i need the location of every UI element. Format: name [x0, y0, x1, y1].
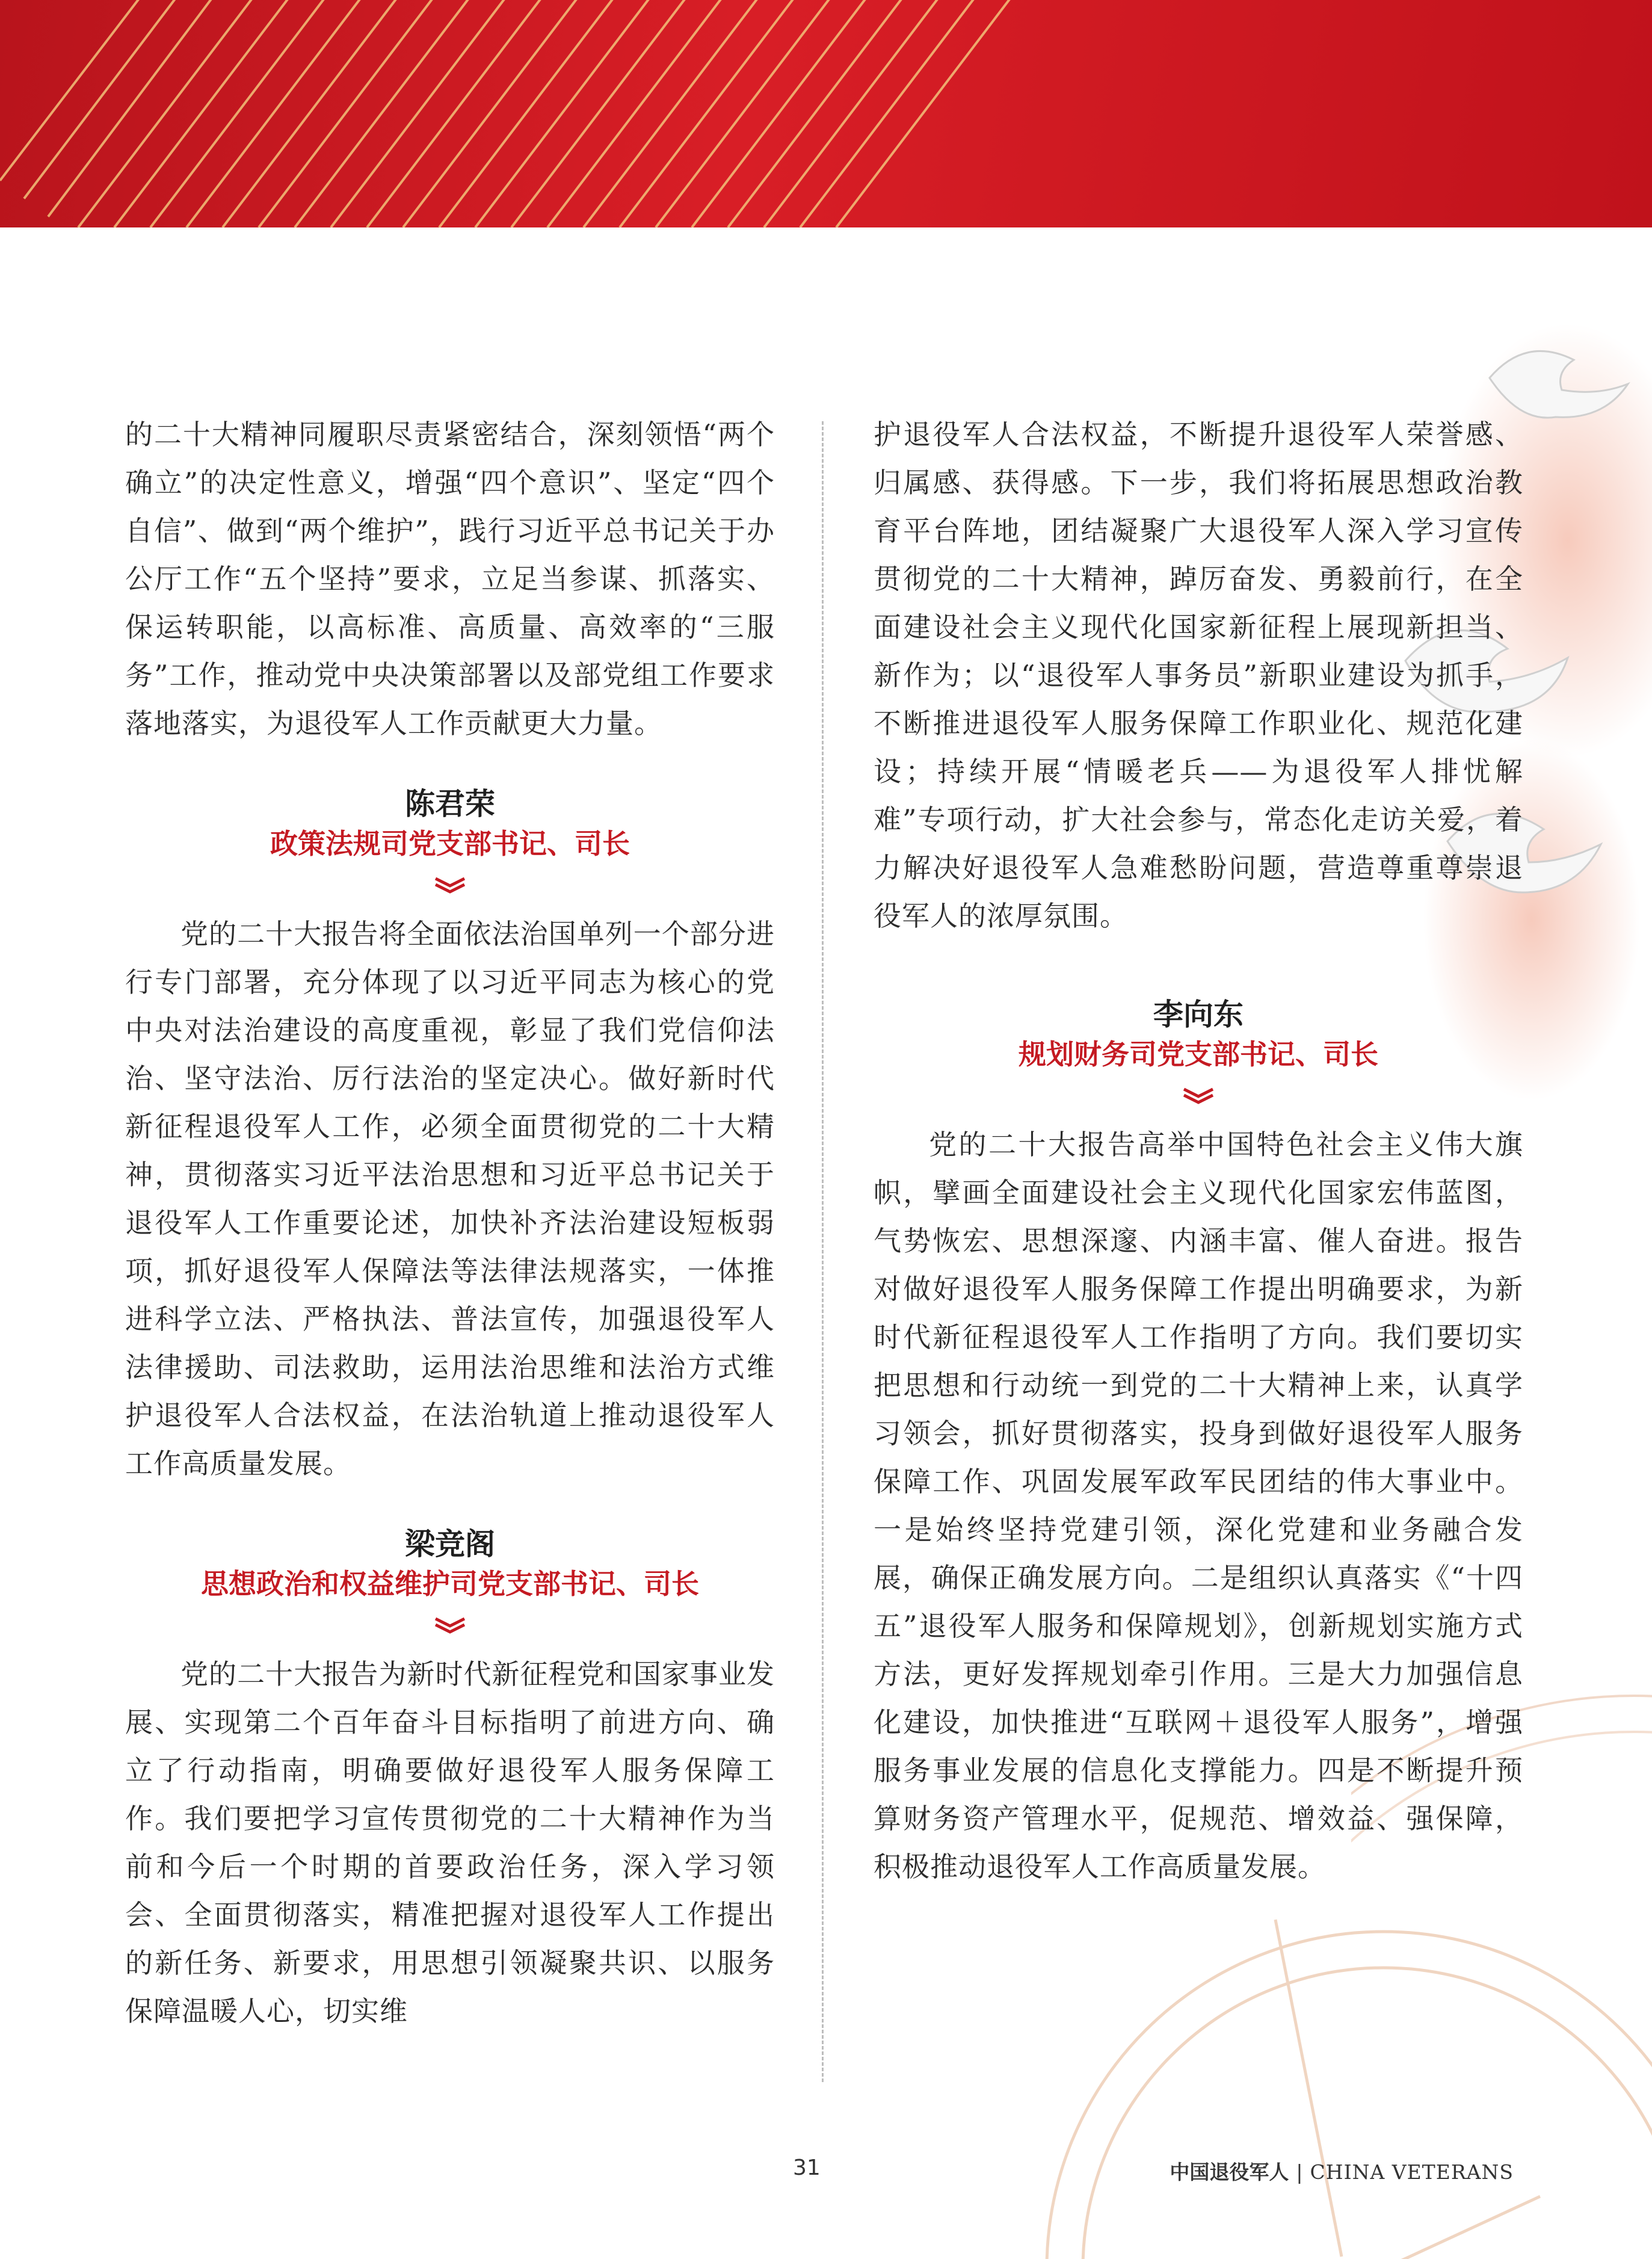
section-header-1 [125, 783, 775, 894]
section-header-3 [874, 994, 1523, 1105]
continued-paragraph: 的二十大精神同履职尽责紧密结合，深刻领悟“两个确立”的决定性意义，增强“四个意识”、坚定“四个自信”、做到“两个维护”，践行习近平总书记关于办公厅工作“五个坚持”要求，立足当参谋、抓落实、保运转职能，以高标准、高质量、高效率的“三服务”工作，推动党中央决策部署以及部党组工作要求落地落实，为退役军人工作贡献更大力量。 [125, 418, 775, 740]
banner-stripes [0, 0, 1652, 227]
page-footer [0, 2155, 1652, 2192]
section-paragraph: 党的二十大报告为新时代新征程党和国家事业发展、实现第二个百年奋斗目标指明了前进方向、确立了行动指南，明确要做好退役军人服务保障工作。我们要把学习宣传贯彻党的二十大精神作为当前和今后一个时期的首要政治任务，深入学习领会、全面贯彻落实，精准把握对退役军人工作提出的新任务、新要求，用思想引领凝聚共识、以服务保障温暖人心，切实维 [125, 1658, 775, 2027]
header-banner [0, 0, 1652, 227]
section-header-2 [125, 1524, 775, 1634]
right-column [874, 410, 1523, 1891]
magazine-name-cn: 中国退役军人 [1170, 2160, 1289, 2184]
magazine-name [1170, 2157, 1514, 2185]
chevron-down-icon [433, 1616, 467, 1634]
author-name: 梁竞阁 [405, 1527, 495, 1562]
author-title: 规划财务司党支部书记、司长 [1019, 1038, 1378, 1071]
column-divider [822, 421, 824, 2082]
left-column [125, 410, 775, 2035]
continued-paragraph: 护退役军人合法权益，不断提升退役军人荣誉感、归属感、获得感。下一步，我们将拓展思想政治教育平台阵地，团结凝聚广大退役军人深入学习宣传贯彻党的二十大精神，踔厉奋发、勇毅前行，在全面建设社会主义现代化国家新征程上展现新担当、新作为；以“退役军人事务员”新职业建设为抓手，不断推进退役军人服务保障工作职业化、规范化建设；持续开展“情暖老兵——为退役军人排忧解难”专项行动，扩大社会参与，常态化走访关爱，着力解决好退役军人急难愁盼问题，营造尊重尊崇退役军人的浓厚氛围。 [874, 418, 1523, 932]
magazine-name-en: CHINA VETERANS [1310, 2160, 1514, 2184]
chevron-down-icon [433, 876, 467, 894]
page-number: 31 [793, 2155, 821, 2180]
author-name: 陈君荣 [405, 786, 495, 821]
author-name: 李向东 [1153, 997, 1244, 1032]
section-paragraph: 党的二十大报告高举中国特色社会主义伟大旗帜，擘画全面建设社会主义现代化国家宏伟蓝图，气势恢宏、思想深邃、内涵丰富、催人奋进。报告对做好退役军人服务保障工作提出明确要求，为新时代新征程退役军人工作指明了方向。我们要切实把思想和行动统一到党的二十大精神上来，认真学习领会，抓好贯彻落实，投身到做好退役军人服务保障工作、巩固发展军政军民团结的伟大事业中。一是始终坚持党建引领，深化党建和业务融合发展，确保正确发展方向。二是组织认真落实《“十四五”退役军人服务和保障规划》，创新规划实施方式方法，更好发挥规划牵引作用。三是大力加强信息化建设，加快推进“互联网＋退役军人服务”，增强服务事业发展的信息化支撑能力。四是不断提升预算财务资产管理水平，促规范、增效益、强保障，积极推动退役军人工作高质量发展。 [874, 1128, 1523, 1883]
section-paragraph: 党的二十大报告将全面依法治国单列一个部分进行专门部署，充分体现了以习近平同志为核心的党中央对法治建设的高度重视，彰显了我们党信仰法治、坚守法治、厉行法治的坚定决心。做好新时代新征程退役军人工作，必须全面贯彻党的二十大精神，贯彻落实习近平法治思想和习近平总书记关于退役军人工作重要论述，加快补齐法治建设短板弱项，抓好退役军人保障法等法律法规落实，一体推进科学立法、严格执法、普法宣传，加强退役军人法律援助、司法救助，运用法治思维和法治方式维护退役军人合法权益，在法治轨道上推动退役军人工作高质量发展。 [125, 918, 775, 1480]
author-title: 思想政治和权益维护司党支部书记、司长 [201, 1568, 699, 1600]
magazine-separator: | [1296, 2160, 1303, 2184]
clock-face-decor [963, 1835, 1652, 2259]
chevron-down-icon [1182, 1087, 1215, 1105]
author-title: 政策法规司党支部书记、司长 [270, 827, 630, 860]
